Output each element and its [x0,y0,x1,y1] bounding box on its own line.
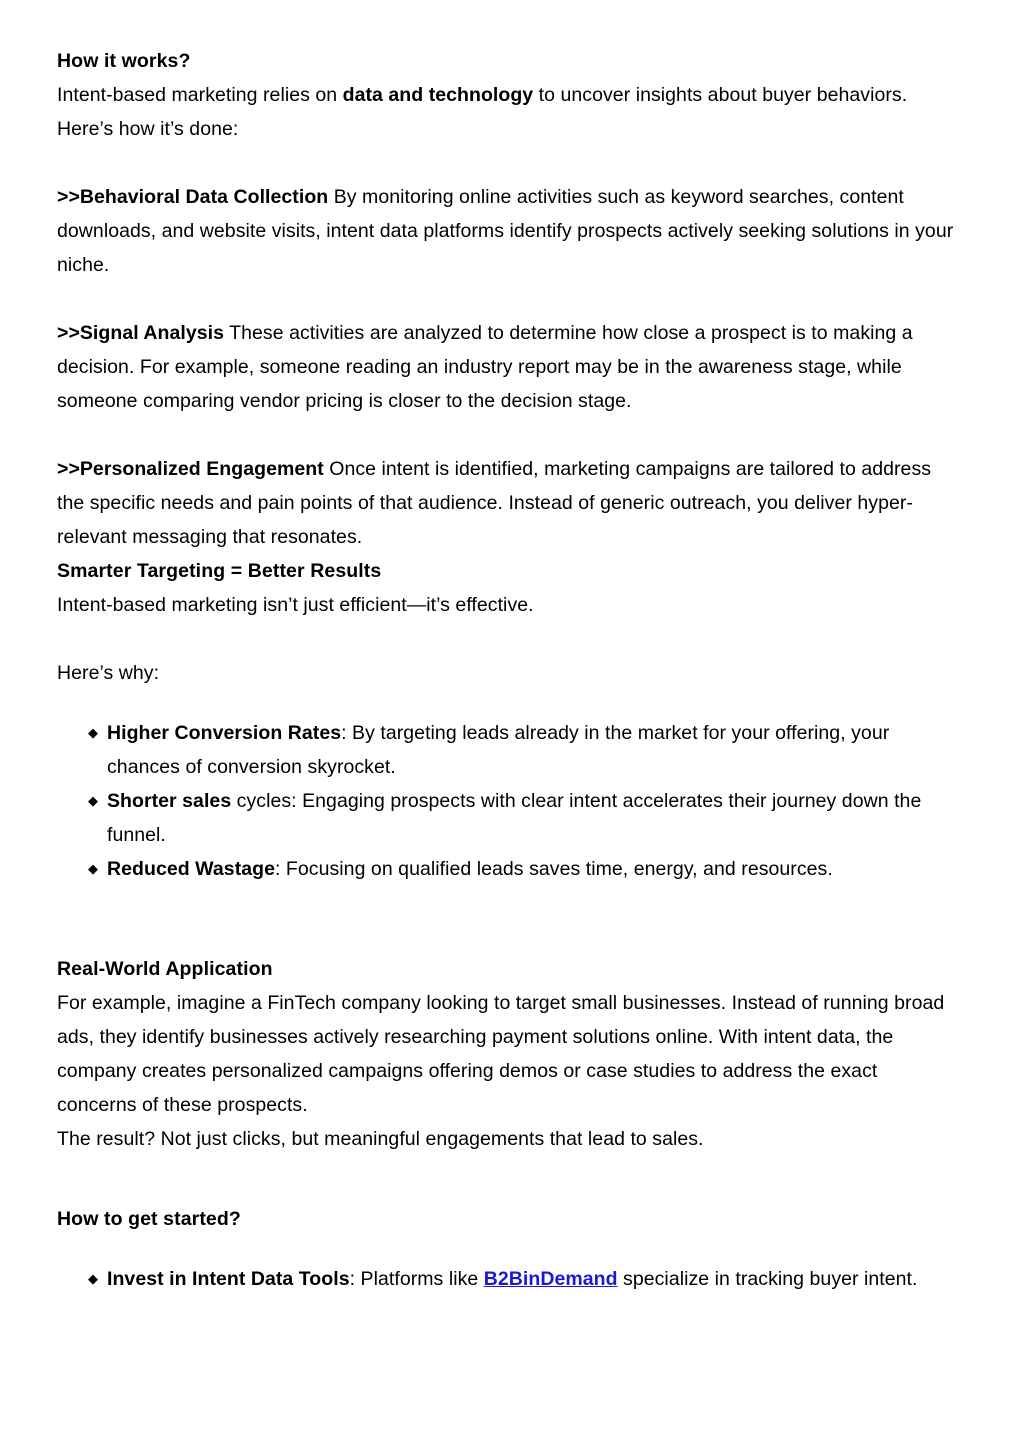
paragraph-signal-analysis [57,316,959,418]
bullet-diamond-icon: ◆ [88,793,99,808]
body-personalized-engagement: Once intent is identified, marketing campaigns are tailored to address the specific needs and pain points of that audience. Instead of generic outreach, you deliver hyper-relevant messaging that resonates. [57,458,932,548]
list-item [57,716,959,784]
spacer-after-behavioral [57,282,959,316]
bullet-diamond-icon: ◆ [88,725,99,740]
spacer-before-heres-why [57,622,959,656]
lead-personalized-engagement: >>Personalized Engagement [57,458,324,480]
spacer-before-benefits-list [57,690,959,716]
list-item-text: : Focusing on qualified leads saves time, energy, and resources. [275,858,833,880]
list-item [57,784,959,852]
paragraph-intent-based-intro [57,78,959,112]
heading-smarter-targeting: Smarter Targeting = Better Results [57,560,382,582]
paragraph-behavioral-data-collection [57,180,959,282]
list-item [57,852,959,886]
list-benefits [57,716,959,886]
paragraph-heres-why: Here’s why: [57,662,160,684]
bullet-diamond-icon: ◆ [88,861,99,876]
spacer-before-real-world [57,886,959,952]
paragraph-personalized-engagement [57,452,959,554]
paragraph-smarter-targeting-body: Intent-based marketing isn’t just efficient—it’s effective. [57,594,534,616]
list-item-text-rest: specialize in tracking buyer intent. [617,1268,918,1290]
spacer-after-intro [57,146,959,180]
spacer-before-get-started-list [57,1236,959,1262]
paragraph-intro-post: to uncover insights about buyer behaviors. [533,84,908,106]
spacer-after-signal [57,418,959,452]
list-item-text: cycles: Engaging prospects with clear intent accelerates their journey down the funnel. [107,790,922,846]
list-item-bold: Invest in Intent Data Tools [107,1268,350,1290]
heading-how-to-get-started: How to get started? [57,1208,241,1230]
list-item-text-mid: : Platforms like [349,1268,484,1290]
paragraph-real-world-result: The result? Not just clicks, but meaningful engagements that lead to sales. [57,1128,704,1150]
body-signal-analysis: These activities are analyzed to determine how close a prospect is to making a decision. For example, someone reading an industry report may be in the awareness stage, while someone comparing vendor pricing is closer to the decision stage. [57,322,913,412]
paragraph-intro-pre: Intent-based marketing relies on [57,84,343,106]
spacer-before-get-started [57,1156,959,1202]
list-item [57,1262,959,1296]
bullet-diamond-icon: ◆ [88,1271,99,1286]
lead-signal-analysis: >>Signal Analysis [57,322,225,344]
heading-how-it-works: How it works? [57,50,191,72]
paragraph-heres-how-its-done: Here’s how it’s done: [57,118,239,140]
document-body [57,44,959,1296]
paragraph-real-world-example: For example, imagine a FinTech company looking to target small businesses. Instead of running broad ads, they identify businesses actively researching payment solutions online. With intent data, the company creates personalized campaigns offering demos or case studies to address the exact concerns of these prospects. [57,992,945,1116]
paragraph-intro-bold: data and technology [342,84,534,106]
link-b2bindemand[interactable]: B2BinDemand [483,1268,618,1290]
list-item-bold: Higher Conversion Rates [107,722,342,744]
lead-behavioral-data-collection: >>Behavioral Data Collection [57,186,329,208]
list-item-bold: Shorter sales [107,790,232,812]
body-behavioral-data-collection: By monitoring online activities such as keyword searches, content downloads, and website visits, intent data platforms identify prospects actively seeking solutions in your niche. [57,186,954,276]
heading-real-world-application: Real-World Application [57,958,273,980]
list-get-started [57,1262,959,1296]
list-item-text: : By targeting leads already in the market for your offering, your chances of conversion skyrocket. [107,722,890,778]
list-item-bold: Reduced Wastage [107,858,275,880]
